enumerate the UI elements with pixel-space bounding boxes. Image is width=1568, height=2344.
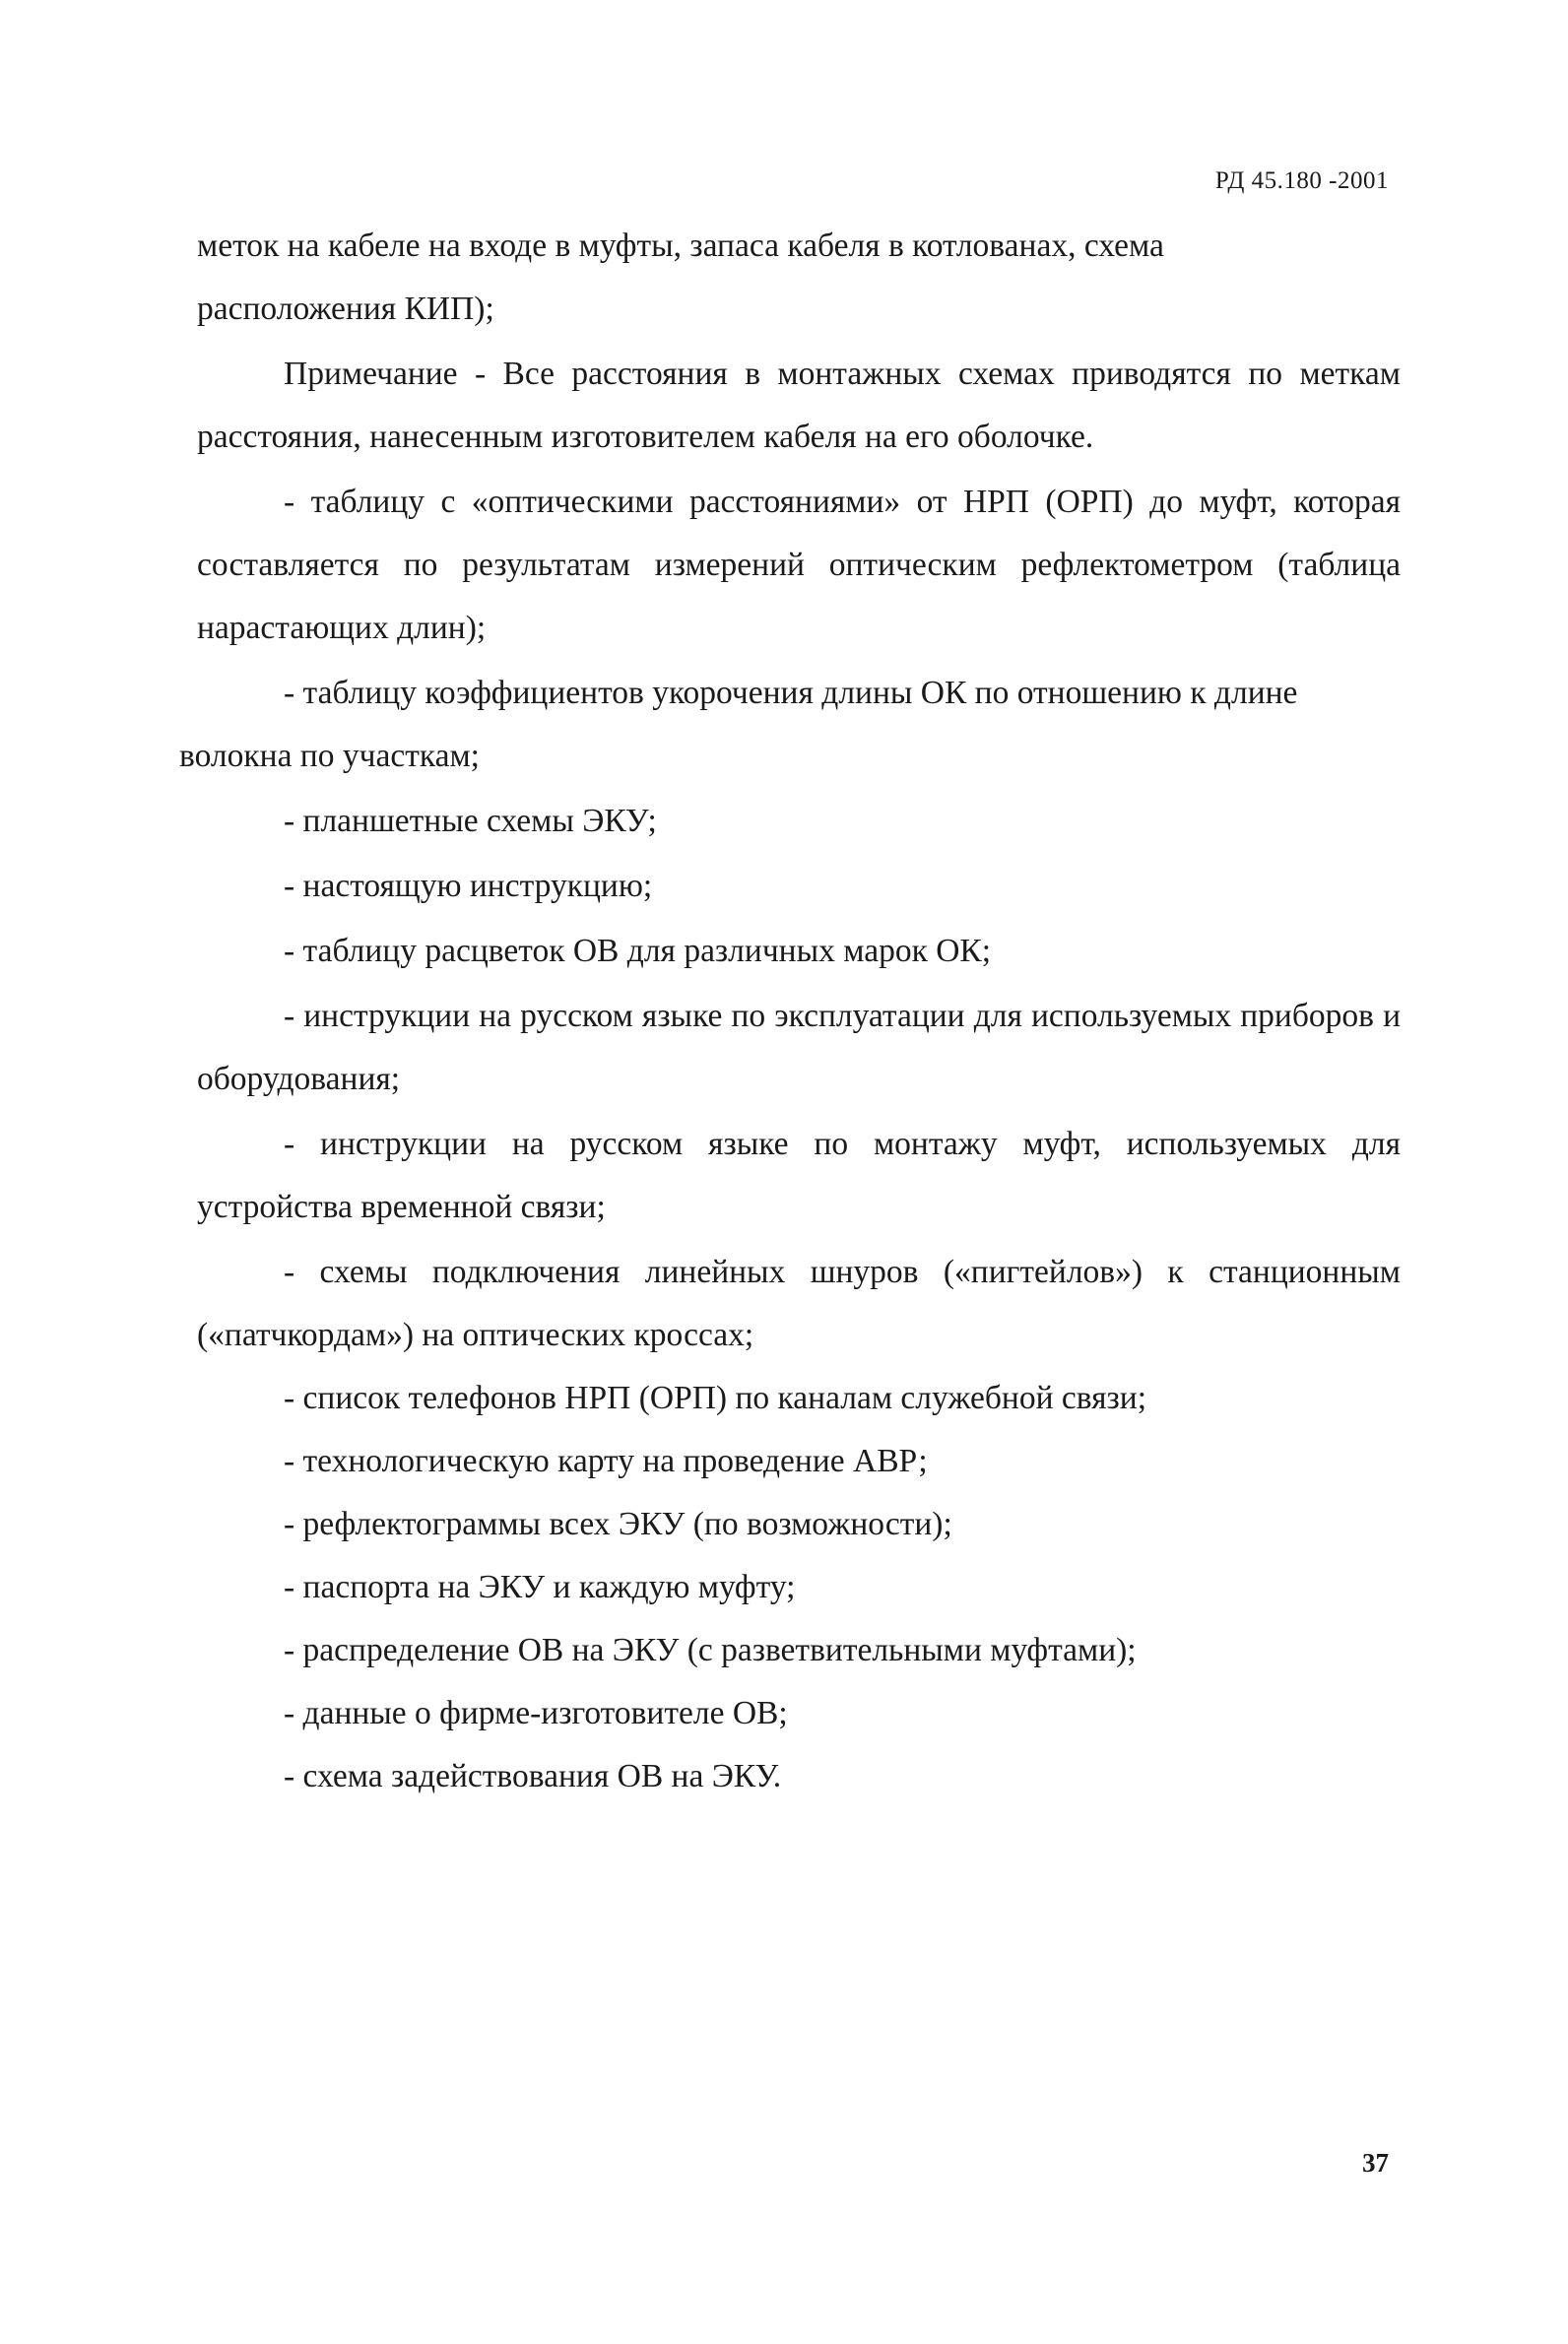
paragraph-continuation-line-2: расположения КИП); bbox=[197, 291, 494, 327]
list-item: - данные о фирме-изготовителе ОВ; bbox=[284, 1695, 788, 1731]
list-item: - инструкции на русском языке по монтажу муфт, используемых для устройства временной связи; bbox=[197, 1126, 1401, 1225]
list-item: - планшетные схемы ЭКУ; bbox=[284, 803, 657, 839]
document-code-header: РД 45.180 -2001 bbox=[1214, 167, 1389, 194]
list-item: - паспорта на ЭКУ и каждую муфту; bbox=[284, 1569, 796, 1605]
list-item: - рефлектограммы всех ЭКУ (по возможности); bbox=[284, 1506, 952, 1542]
list-item: - настоящую инструкцию; bbox=[284, 868, 653, 904]
document-body bbox=[179, 215, 1401, 1808]
list-item: - таблицу расцветок ОВ для различных марок ОК; bbox=[284, 933, 992, 969]
page-number: 37 bbox=[1362, 2148, 1389, 2178]
paragraph-continuation-line-1: меток на кабеле на входе в муфты, запаса кабеля в котлованах, схема bbox=[197, 228, 1164, 264]
list-item-continuation: волокна по участкам; bbox=[179, 738, 480, 774]
list-item: - инструкции на русском языке по эксплуатации для используемых приборов и оборудования; bbox=[197, 998, 1401, 1097]
list-item: - таблицу коэффициентов укорочения длины ОК по отношению к длине bbox=[284, 675, 1298, 711]
list-item: - схемы подключения линейных шнуров («пигтейлов») к станционным («патчкордам») на оптических кроссах; bbox=[197, 1254, 1401, 1353]
list-item: - распределение ОВ на ЭКУ (с разветвительными муфтами); bbox=[284, 1632, 1137, 1668]
list-item: - таблицу с «оптическими расстояниями» от НРП (ОРП) до муфт, которая составляется по результатам измерений оптическим рефлектометром (таблица нарастающих длин); bbox=[197, 484, 1401, 646]
list-item: - схема задействования ОВ на ЭКУ. bbox=[284, 1758, 782, 1794]
list-item: - технологическую карту на проведение АВР; bbox=[284, 1443, 928, 1479]
list-item: - список телефонов НРП (ОРП) по каналам служебной связи; bbox=[284, 1380, 1147, 1416]
note-paragraph: Примечание - Все расстояния в монтажных схемах приводятся по меткам расстояния, нанесенным изготовителем кабеля на его оболочке. bbox=[197, 356, 1401, 455]
